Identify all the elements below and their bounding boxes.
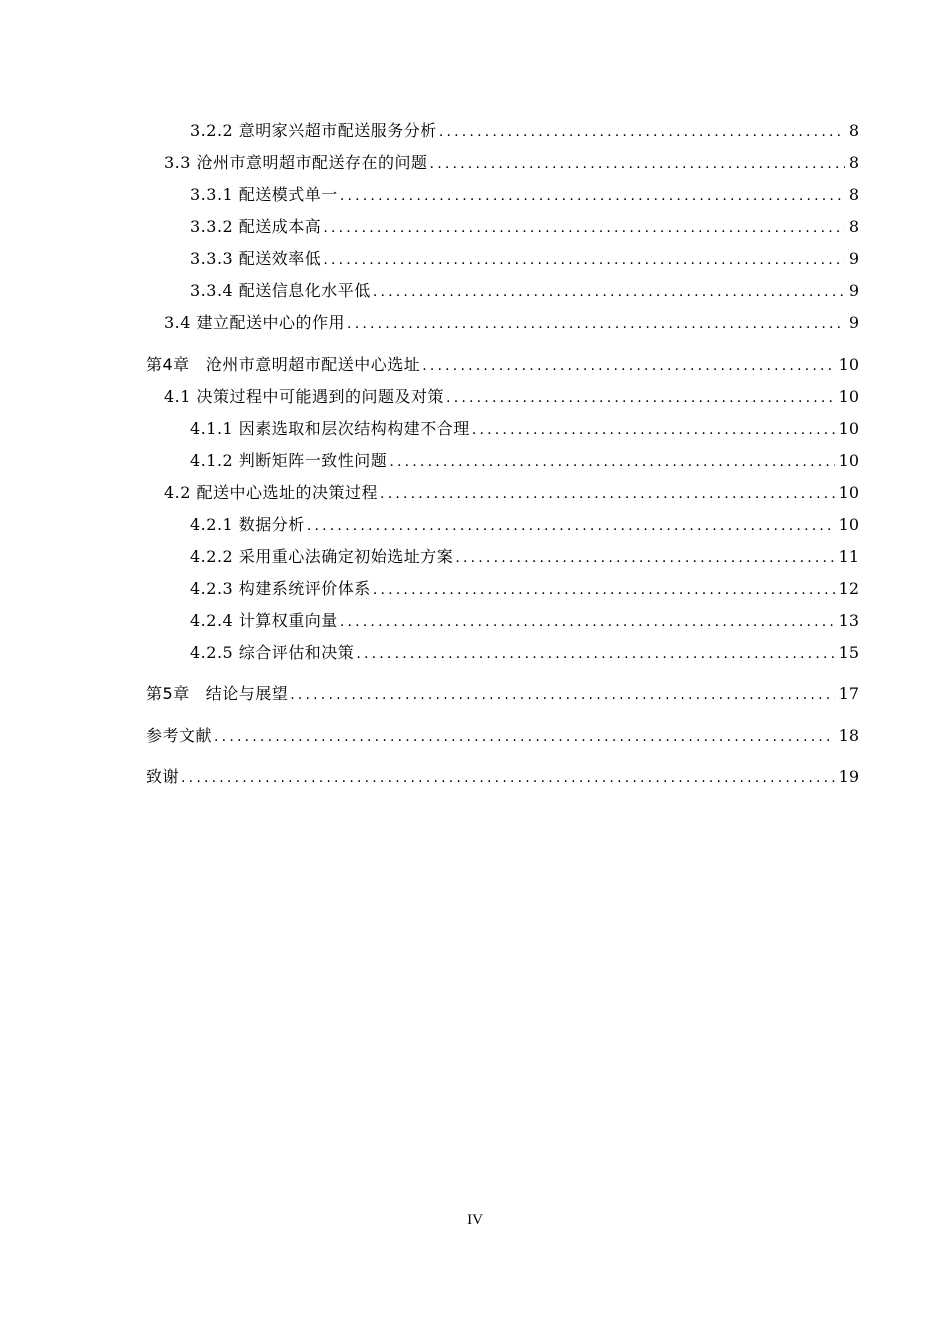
toc-chapter-entry[interactable] — [146, 767, 859, 787]
toc-chapter-entry[interactable] — [146, 726, 859, 746]
toc-entry-page: 9 — [848, 249, 859, 268]
toc-entry-label: 4.1 决策过程中可能遇到的问题及对策 — [164, 387, 445, 406]
toc-entry-label: 3.3.4 配送信息化水平低 — [190, 281, 371, 300]
toc-entry-label: 致谢 — [146, 767, 180, 786]
toc-entry-page: 11 — [838, 547, 859, 566]
dot-leader — [323, 218, 845, 238]
toc-entry[interactable] — [190, 217, 859, 237]
chapter-number: 第5章 — [146, 684, 190, 703]
toc-chapter-entry[interactable] — [146, 684, 859, 704]
dot-leader — [439, 122, 845, 142]
dot-leader — [307, 516, 835, 536]
toc-entry-page: 9 — [848, 313, 859, 332]
chapter-title: 结论与展望 — [205, 684, 289, 703]
toc-entry-page: 9 — [848, 281, 859, 300]
toc-entry-label: 4.2.1 数据分析 — [190, 515, 305, 534]
toc-entry-label: 3.3.3 配送效率低 — [190, 249, 322, 268]
dot-leader — [323, 250, 845, 270]
toc-entry-page: 10 — [838, 451, 859, 470]
dot-leader — [380, 484, 835, 504]
toc-entry[interactable] — [190, 611, 859, 631]
dot-leader — [356, 644, 834, 664]
toc-entry-label: 3.3 沧州市意明超市配送存在的问题 — [164, 153, 428, 172]
chapter-title: 沧州市意明超市配送中心选址 — [205, 355, 421, 374]
toc-entry[interactable] — [190, 579, 859, 599]
dot-leader — [290, 685, 834, 705]
toc-entry-page: 18 — [838, 726, 859, 745]
toc-entry-label: 4.1.2 判断矩阵一致性问题 — [190, 451, 388, 470]
toc-entry[interactable] — [190, 249, 859, 269]
toc-entry-page: 19 — [838, 767, 859, 786]
dot-leader — [430, 154, 845, 174]
toc-entry-label: 4.2.4 计算权重向量 — [190, 611, 338, 630]
toc-entry[interactable] — [164, 387, 859, 407]
toc-entry-label: 3.3.1 配送模式单一 — [190, 185, 338, 204]
toc-entry-page: 8 — [848, 217, 859, 236]
toc-chapter-label — [146, 355, 420, 375]
toc-entry[interactable] — [190, 419, 859, 439]
dot-leader — [422, 356, 834, 376]
toc-entry[interactable] — [190, 451, 859, 471]
toc-entry-page: 10 — [838, 483, 859, 502]
toc-entry-page: 17 — [838, 684, 859, 703]
dot-leader — [389, 452, 834, 472]
toc-entry-label: 3.4 建立配送中心的作用 — [164, 313, 346, 332]
toc-entry[interactable] — [164, 313, 859, 333]
chapter-number: 第4章 — [146, 355, 190, 374]
toc-entry-page: 13 — [838, 611, 859, 630]
toc-chapter-entry[interactable] — [146, 355, 859, 375]
toc-entry[interactable] — [190, 121, 859, 141]
toc-entry-label: 4.2.5 综合评估和决策 — [190, 643, 355, 662]
toc-entry-page: 10 — [838, 387, 859, 406]
dot-leader — [347, 314, 845, 334]
toc-entry-label: 3.2.2 意明家兴超市配送服务分析 — [190, 121, 437, 140]
toc-entry[interactable] — [190, 515, 859, 535]
toc-entry-label: 3.3.2 配送成本高 — [190, 217, 322, 236]
dot-leader — [340, 612, 835, 632]
toc-entry[interactable] — [190, 281, 859, 301]
toc-entry-page: 15 — [838, 643, 859, 662]
toc-entry-page: 10 — [838, 515, 859, 534]
toc-entry-page: 10 — [838, 355, 859, 374]
dot-leader — [214, 727, 835, 747]
dot-leader — [340, 186, 845, 206]
toc-entry-page: 8 — [848, 121, 859, 140]
toc-entry[interactable] — [190, 643, 859, 663]
toc-entry-label: 参考文献 — [146, 726, 213, 745]
toc-chapter-label — [146, 684, 288, 704]
dot-leader — [373, 282, 845, 302]
toc-entry-label: 4.2 配送中心选址的决策过程 — [164, 483, 379, 502]
toc-entry-label: 4.2.2 采用重心法确定初始选址方案 — [190, 547, 454, 566]
toc-entry[interactable] — [164, 483, 859, 503]
toc-entry-page: 12 — [838, 579, 859, 598]
toc-entry-label: 4.1.1 因素选取和层次结构构建不合理 — [190, 419, 470, 438]
dot-leader — [373, 580, 835, 600]
dot-leader — [455, 548, 834, 568]
toc-entry-page: 8 — [848, 185, 859, 204]
toc-entry-page: 10 — [838, 419, 859, 438]
toc-entry[interactable] — [164, 153, 859, 173]
toc-entry-page: 8 — [848, 153, 859, 172]
dot-leader — [181, 768, 835, 788]
page-number-footer: IV — [467, 1212, 483, 1228]
dot-leader — [472, 420, 835, 440]
dot-leader — [446, 388, 835, 408]
toc-entry-label: 4.2.3 构建系统评价体系 — [190, 579, 371, 598]
toc-entry[interactable] — [190, 547, 859, 567]
toc-entry[interactable] — [190, 185, 859, 205]
